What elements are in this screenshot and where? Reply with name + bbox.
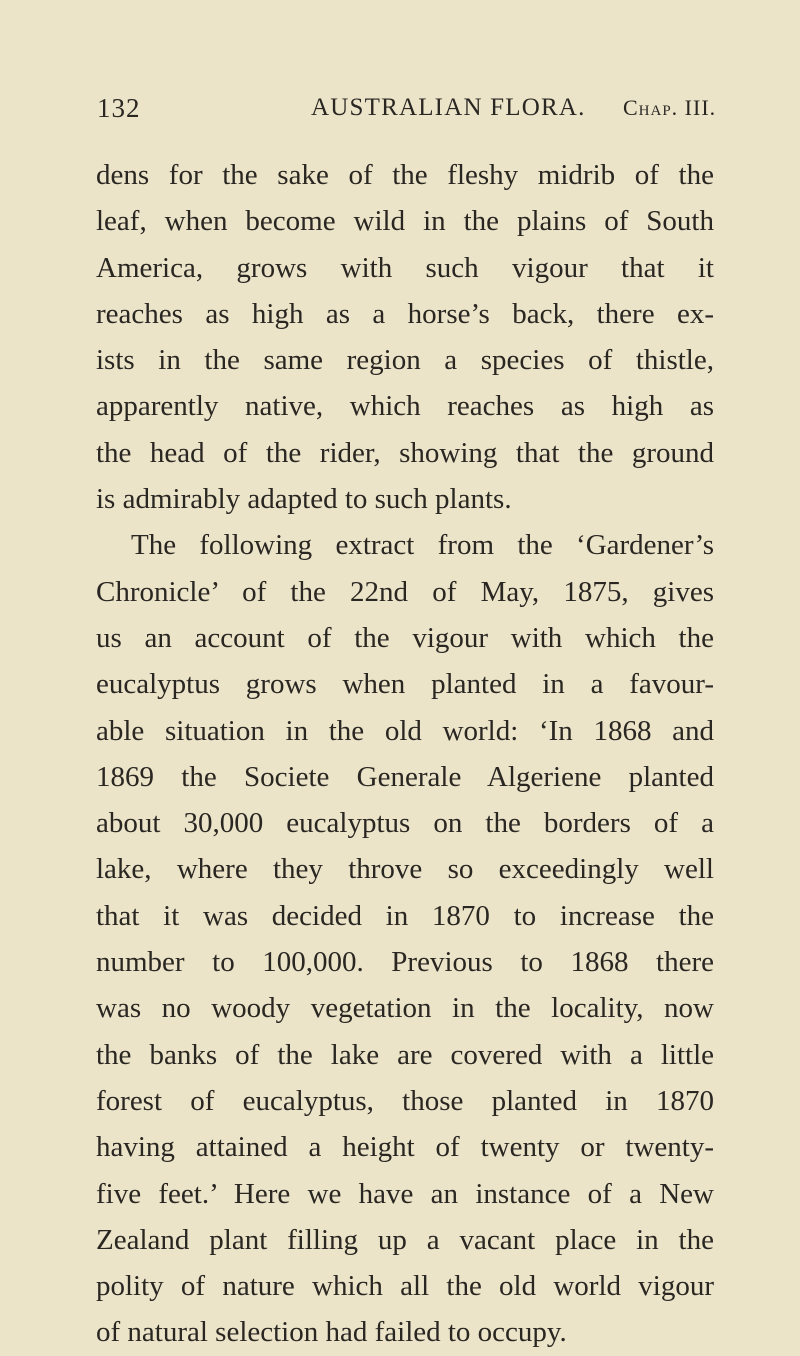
text-line: polity of nature which all the old world vigour [96,1270,714,1303]
text-line: dens for the sake of the fleshy midrib of the [96,159,714,191]
text-line: The following extract from the ‘Gardener’s [131,529,714,562]
text-line: having attained a height of twenty or twenty- [96,1131,714,1164]
text-line: reaches as high as a horse’s back, there ex- [96,297,714,330]
text-line: lake, where they throve so exceedingly well [96,853,714,886]
text-line: is admirably adapted to such plants. [96,483,512,516]
text-line: ists in the same region a species of thistle, [96,344,714,377]
text-line: leaf, when become wild in the plains of South [96,205,714,238]
running-title: AUSTRALIAN FLORA. [311,94,586,121]
text-line: five feet.’ Here we have an instance of a New [96,1177,714,1210]
text-line: the head of the rider, showing that the ground [96,436,714,469]
text-line: the banks of the lake are covered with a little [96,1038,714,1071]
text-line: us an account of the vigour with which the [96,621,714,654]
text-line: apparently native, which reaches as high as [96,390,714,423]
text-line: that it was decided in 1870 to increase the [96,899,714,932]
chapter-reference: Chap. III. [623,95,717,120]
text-line: number to 100,000. Previous to 1868 there [96,946,714,979]
text-line: of natural selection had failed to occupy. [96,1316,567,1349]
text-line: was no woody vegetation in the locality, now [96,992,714,1025]
text-line: eucalyptus grows when planted in a favour- [96,668,714,701]
text-line: 1869 the Societe Generale Algeriene planted [96,760,714,793]
text-line: about 30,000 eucalyptus on the borders of a [96,807,714,840]
text-line: forest of eucalyptus, those planted in 1870 [96,1084,714,1117]
body-text [96,152,714,1356]
text-line: Zealand plant filling up a vacant place in the [96,1223,714,1256]
text-line: America, grows with such vigour that it [96,251,714,284]
running-header [0,88,800,128]
text-line: able situation in the old world: ‘In 1868 and [96,714,714,747]
page-number: 132 [97,93,141,123]
text-line: Chronicle’ of the 22nd of May, 1875, gives [96,575,714,608]
